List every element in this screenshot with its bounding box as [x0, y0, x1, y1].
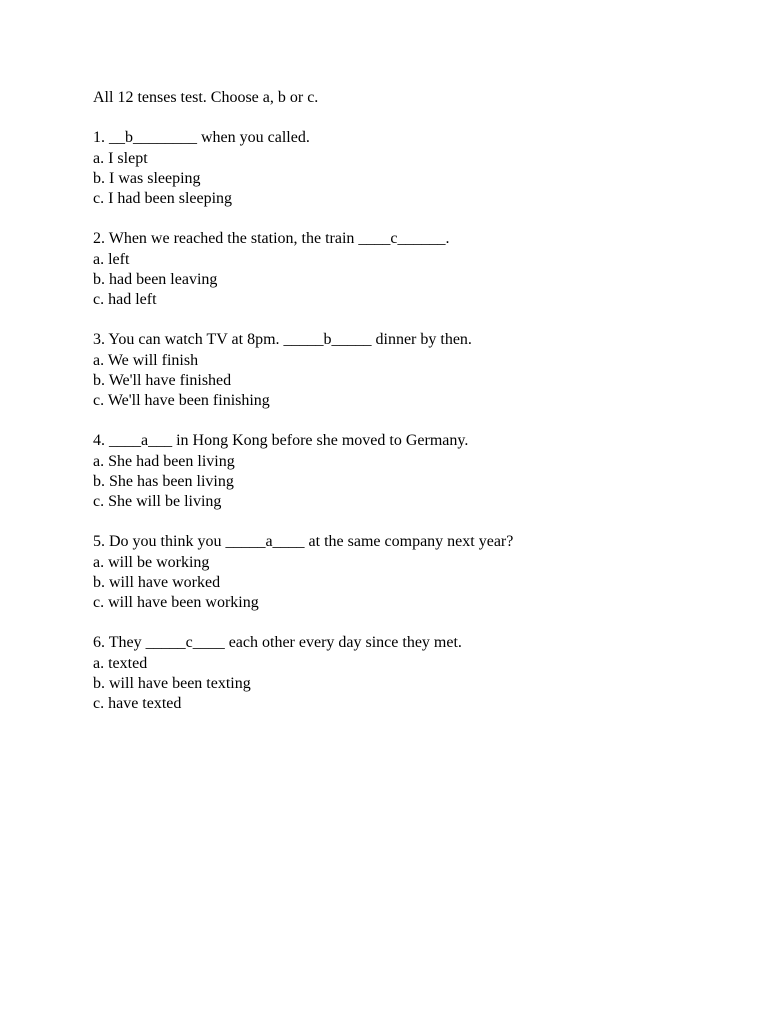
- question-prompt: 5. Do you think you _____a____ at the same company next year?: [93, 533, 514, 551]
- page-title: All 12 tenses test. Choose a, b or c.: [93, 89, 319, 106]
- answer-option-b: b. had been leaving: [93, 270, 218, 288]
- question-1: [93, 128, 713, 209]
- answer-option-a: a. We will finish: [93, 351, 199, 369]
- question-prompt: 6. They _____c____ each other every day since they met.: [93, 634, 462, 652]
- answer-option-b: b. She has been living: [93, 472, 234, 490]
- answer-option-b: b. We'll have finished: [93, 371, 232, 389]
- answer-option-b: b. will have worked: [93, 573, 221, 591]
- question-3: [93, 330, 713, 411]
- question-prompt: 3. You can watch TV at 8pm. _____b_____ dinner by then.: [93, 331, 472, 349]
- question-prompt: 4. ____a___ in Hong Kong before she moved to Germany.: [93, 432, 469, 450]
- answer-option-c: c. I had been sleeping: [93, 190, 233, 207]
- answer-option-a: a. texted: [93, 654, 148, 672]
- question-6: [93, 633, 713, 714]
- answer-option-b: b. will have been texting: [93, 674, 251, 692]
- answer-option-c: c. We'll have been finishing: [93, 392, 270, 409]
- question-5: [93, 532, 713, 613]
- answer-option-c: c. will have been working: [93, 594, 259, 611]
- question-4: [93, 431, 713, 512]
- answer-option-b: b. I was sleeping: [93, 169, 201, 187]
- question-prompt: 2. When we reached the station, the train ____c______.: [93, 230, 450, 248]
- answer-option-c: c. have texted: [93, 695, 182, 712]
- answer-option-c: c. She will be living: [93, 493, 222, 510]
- answer-option-a: a. will be working: [93, 553, 210, 571]
- question-prompt: 1. __b________ when you called.: [93, 129, 310, 147]
- answer-option-a: a. She had been living: [93, 452, 235, 470]
- document-body: [93, 88, 713, 734]
- answer-option-c: c. had left: [93, 291, 157, 308]
- question-2: [93, 229, 713, 310]
- answer-option-a: a. I slept: [93, 149, 148, 167]
- answer-option-a: a. left: [93, 250, 130, 268]
